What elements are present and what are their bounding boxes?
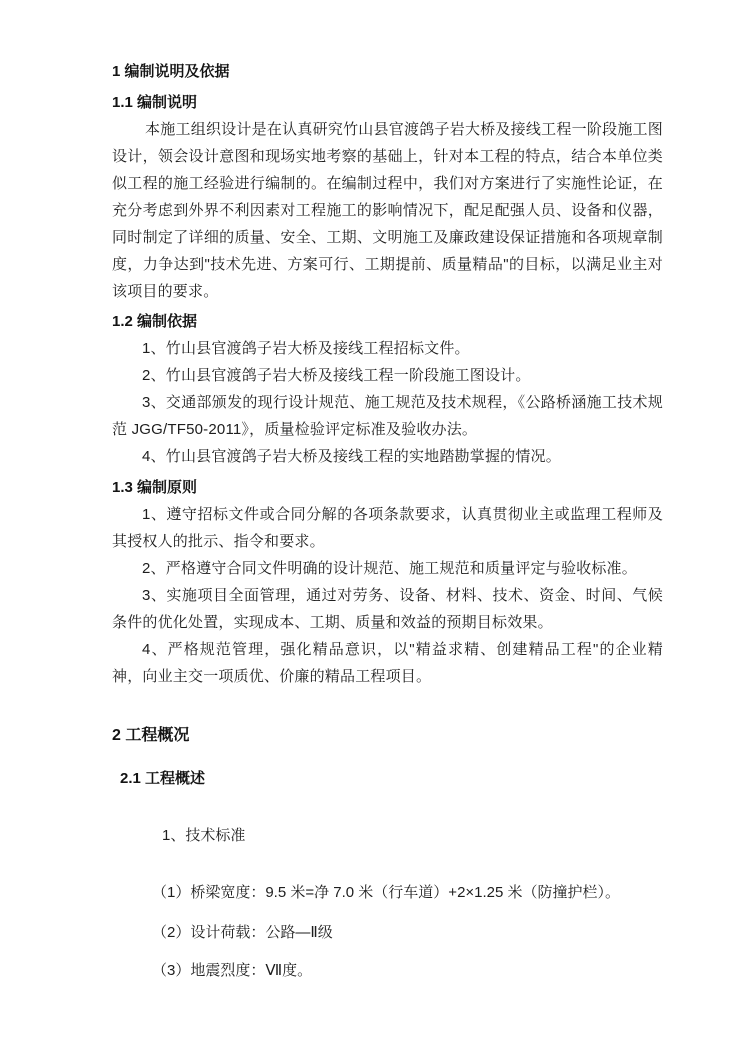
list-item: 3、交通部颁发的现行设计规范、施工规范及技术规程，《公路桥涵施工技术规范 JGG/TF50-2011》，质量检验评定标准及验收办法。 [112, 394, 663, 438]
spec-item-seismic-intensity: （3）地震烈度：Ⅶ度。 [152, 962, 313, 979]
spec-item-design-load: （2）设计荷载：公路—Ⅱ级 [152, 924, 333, 941]
subsection-heading-1-2: 1.2 编制依据 [112, 313, 198, 330]
subsection-heading-2-1: 2.1 工程概述 [120, 770, 206, 787]
tech-standard-title: 1、技术标准 [162, 827, 246, 844]
list-item: 3、实施项目全面管理，通过对劳务、设备、材料、技术、资金、时间、气候条件的优化处置，实现成本、工期、质量和效益的预期目标效果。 [112, 587, 663, 631]
list-item: 4、严格规范管理，强化精品意识，以"精益求精、创建精品工程"的企业精神，向业主交一项质优、价廉的精品工程项目。 [112, 641, 663, 685]
chapter-heading-1: 1 编制说明及依据 [112, 63, 230, 80]
list-item: 1、竹山县官渡鸽子岩大桥及接线工程招标文件。 [142, 340, 470, 357]
list-item: 2、严格遵守合同文件明确的设计规范、施工规范和质量评定与验收标准。 [142, 560, 637, 577]
chapter-heading-2: 2 工程概况 [112, 727, 190, 744]
spec-item-bridge-width: （1）桥梁宽度：9.5 米=净 7.0 米（行车道）+2×1.25 米（防撞护栏）。 [152, 884, 621, 901]
paragraph-compilation-notes: 本施工组织设计是在认真研究竹山县官渡鸽子岩大桥及接线工程一阶段施工图设计，领会设计意图和现场实地考察的基础上，针对本工程的特点，结合本单位类似工程的施工经验进行编制的。在编制过程中，我们对方案进行了实施性论证，在充分考虑到外界不利因素对工程施工的影响情况下，配足配强人员、设备和仪器，同时制定了详细的质量、安全、工期、文明施工及廉政建设保证措施和各项规章制度，力争达到"技术先进、方案可行、工期提前、质量精品"的目标，以满足业主对该项目的要求。 [112, 121, 663, 300]
list-item: 1、遵守招标文件或合同分解的各项条款要求，认真贯彻业主或监理工程师及其授权人的批示、指令和要求。 [112, 506, 663, 550]
list-item: 4、竹山县官渡鸽子岩大桥及接线工程的实地踏勘掌握的情况。 [142, 448, 561, 465]
list-item: 2、竹山县官渡鸽子岩大桥及接线工程一阶段施工图设计。 [142, 367, 531, 384]
subsection-heading-1-3: 1.3 编制原则 [112, 479, 198, 496]
subsection-heading-1-1: 1.1 编制说明 [112, 94, 198, 111]
